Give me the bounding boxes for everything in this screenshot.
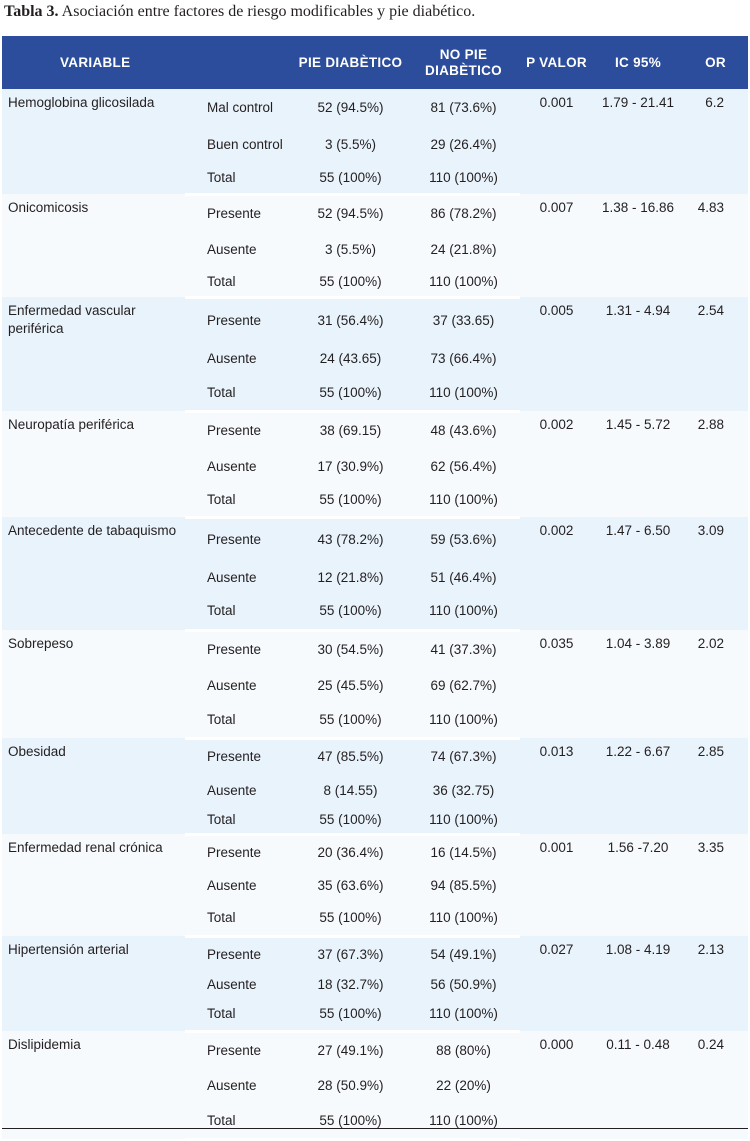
p-valor-cell: 0.001 <box>520 89 593 194</box>
no-pie-diabetico-cell: 24 (21.8%) <box>407 232 520 267</box>
table-row <box>2 517 748 561</box>
caption-label: Tabla 3. <box>4 3 59 20</box>
category-cell: Ausente <box>185 668 294 703</box>
pie-diabetico-cell: 28 (50.9%) <box>294 1068 407 1103</box>
ic95-cell: 0.11 - 0.48 <box>593 1031 683 1139</box>
pie-diabetico-cell: 55 (100%) <box>294 806 407 834</box>
ic95-cell: 1.08 - 4.19 <box>593 936 683 1031</box>
table-body <box>2 89 748 1139</box>
pie-diabetico-cell: 38 (69.15) <box>294 411 407 449</box>
no-pie-diabetico-cell: 110 (100%) <box>407 375 520 411</box>
table-row <box>2 630 748 668</box>
ic95-cell: 1.22 - 6.67 <box>593 738 683 834</box>
pie-diabetico-cell: 35 (63.6%) <box>294 870 407 900</box>
p-valor-cell: 0.027 <box>520 936 593 1031</box>
or-cell: 3.35 <box>683 834 748 936</box>
variable-name: Obesidad <box>2 738 185 834</box>
or-cell: 4.83 <box>683 194 748 297</box>
category-cell: Mal control <box>185 89 294 126</box>
pie-diabetico-cell: 43 (78.2%) <box>294 517 407 561</box>
variable-name: Onicomicosis <box>2 194 185 297</box>
pie-diabetico-cell: 3 (5.5%) <box>294 232 407 267</box>
pie-diabetico-cell: 52 (94.5%) <box>294 89 407 126</box>
risk-factor-table <box>2 36 748 1141</box>
no-pie-diabetico-cell: 110 (100%) <box>407 998 520 1031</box>
ic95-cell: 1.31 - 4.94 <box>593 297 683 411</box>
table-header-row <box>2 36 748 89</box>
header-ic95: IC 95% <box>593 36 683 89</box>
no-pie-diabetico-cell: 54 (49.1%) <box>407 936 520 971</box>
ic95-cell: 1.47 - 6.50 <box>593 517 683 630</box>
no-pie-diabetico-cell: 36 (32.75) <box>407 774 520 806</box>
variable-name: Sobrepeso <box>2 630 185 738</box>
pie-diabetico-cell: 27 (49.1%) <box>294 1031 407 1068</box>
p-valor-cell: 0.013 <box>520 738 593 834</box>
pie-diabetico-cell: 52 (94.5%) <box>294 194 407 232</box>
category-cell: Total <box>185 703 294 738</box>
category-cell: Ausente <box>185 774 294 806</box>
no-pie-diabetico-cell: 94 (85.5%) <box>407 870 520 900</box>
pie-diabetico-cell: 24 (43.65) <box>294 342 407 375</box>
category-cell: Total <box>185 484 294 517</box>
p-valor-cell: 0.002 <box>520 411 593 517</box>
ic95-cell: 1.79 - 21.41 <box>593 89 683 194</box>
category-cell: Presente <box>185 1031 294 1068</box>
category-cell: Presente <box>185 194 294 232</box>
or-cell: 3.09 <box>683 517 748 630</box>
no-pie-diabetico-cell: 110 (100%) <box>407 806 520 834</box>
pie-diabetico-cell: 55 (100%) <box>294 998 407 1031</box>
or-cell: 2.54 <box>683 297 748 411</box>
category-cell: Ausente <box>185 342 294 375</box>
variable-name: Antecedente de tabaquismo <box>2 517 185 630</box>
pie-diabetico-cell: 55 (100%) <box>294 267 407 297</box>
no-pie-diabetico-cell: 110 (100%) <box>407 593 520 630</box>
table-row <box>2 411 748 449</box>
no-pie-diabetico-cell: 51 (46.4%) <box>407 561 520 593</box>
or-cell: 6.2 <box>683 89 748 194</box>
pie-diabetico-cell: 55 (100%) <box>294 484 407 517</box>
ic95-cell: 1.04 - 3.89 <box>593 630 683 738</box>
category-cell: Ausente <box>185 870 294 900</box>
no-pie-diabetico-cell: 74 (67.3%) <box>407 738 520 774</box>
caption-text: Asociación entre factores de riesgo modificables y pie diabético. <box>58 3 476 20</box>
category-cell: Presente <box>185 517 294 561</box>
header-or: OR <box>683 36 748 89</box>
no-pie-diabetico-cell: 81 (73.6%) <box>407 89 520 126</box>
or-cell: 2.02 <box>683 630 748 738</box>
pie-diabetico-cell: 55 (100%) <box>294 1103 407 1139</box>
category-cell: Ausente <box>185 449 294 484</box>
header-pie-diabetico: PIE DIABÈTICO <box>294 36 407 89</box>
pie-diabetico-cell: 18 (32.7%) <box>294 971 407 998</box>
p-valor-cell: 0.007 <box>520 194 593 297</box>
pie-diabetico-cell: 55 (100%) <box>294 375 407 411</box>
category-cell: Ausente <box>185 232 294 267</box>
ic95-cell: 1.56 -7.20 <box>593 834 683 936</box>
pie-diabetico-cell: 25 (45.5%) <box>294 668 407 703</box>
or-cell: 2.88 <box>683 411 748 517</box>
no-pie-diabetico-cell: 16 (14.5%) <box>407 834 520 870</box>
pie-diabetico-cell: 55 (100%) <box>294 703 407 738</box>
no-pie-diabetico-cell: 48 (43.6%) <box>407 411 520 449</box>
table-row <box>2 834 748 870</box>
no-pie-diabetico-cell: 62 (56.4%) <box>407 449 520 484</box>
table-row <box>2 194 748 232</box>
no-pie-diabetico-cell: 37 (33.65) <box>407 297 520 342</box>
header-no-pie-diabetico: NO PIE DIABÈTICO <box>407 36 520 89</box>
table-row <box>2 936 748 971</box>
category-cell: Presente <box>185 936 294 971</box>
p-valor-cell: 0.000 <box>520 1031 593 1139</box>
no-pie-diabetico-cell: 110 (100%) <box>407 703 520 738</box>
table-row <box>2 297 748 342</box>
category-cell: Ausente <box>185 1068 294 1103</box>
pie-diabetico-cell: 55 (100%) <box>294 593 407 630</box>
variable-name: Dislipidemia <box>2 1031 185 1139</box>
ic95-cell: 1.38 - 16.86 <box>593 194 683 297</box>
pie-diabetico-cell: 8 (14.55) <box>294 774 407 806</box>
ic95-cell: 1.45 - 5.72 <box>593 411 683 517</box>
pie-diabetico-cell: 30 (54.5%) <box>294 630 407 668</box>
pie-diabetico-cell: 55 (100%) <box>294 163 407 194</box>
or-cell: 2.13 <box>683 936 748 1031</box>
table-row <box>2 1031 748 1068</box>
category-cell: Total <box>185 593 294 630</box>
category-cell: Total <box>185 1103 294 1139</box>
pie-diabetico-cell: 37 (67.3%) <box>294 936 407 971</box>
category-cell: Total <box>185 806 294 834</box>
category-cell: Total <box>185 163 294 194</box>
no-pie-diabetico-cell: 22 (20%) <box>407 1068 520 1103</box>
no-pie-diabetico-cell: 41 (37.3%) <box>407 630 520 668</box>
no-pie-diabetico-cell: 73 (66.4%) <box>407 342 520 375</box>
header-variable: VARIABLE <box>2 36 294 89</box>
or-cell: 0.24 <box>683 1031 748 1139</box>
no-pie-diabetico-cell: 110 (100%) <box>407 484 520 517</box>
category-cell: Total <box>185 998 294 1031</box>
pie-diabetico-cell: 20 (36.4%) <box>294 834 407 870</box>
category-cell: Total <box>185 267 294 297</box>
or-cell: 2.85 <box>683 738 748 834</box>
table-row <box>2 89 748 126</box>
category-cell: Presente <box>185 738 294 774</box>
header-p-valor: P VALOR <box>520 36 593 89</box>
p-valor-cell: 0.005 <box>520 297 593 411</box>
category-cell: Presente <box>185 834 294 870</box>
variable-name: Hipertensión arterial <box>2 936 185 1031</box>
table-row <box>2 738 748 774</box>
category-cell: Total <box>185 375 294 411</box>
p-valor-cell: 0.035 <box>520 630 593 738</box>
no-pie-diabetico-cell: 69 (62.7%) <box>407 668 520 703</box>
category-cell: Ausente <box>185 971 294 998</box>
pie-diabetico-cell: 12 (21.8%) <box>294 561 407 593</box>
category-cell: Presente <box>185 630 294 668</box>
pie-diabetico-cell: 17 (30.9%) <box>294 449 407 484</box>
variable-name: Neuropatía periférica <box>2 411 185 517</box>
no-pie-diabetico-cell: 29 (26.4%) <box>407 126 520 163</box>
pie-diabetico-cell: 47 (85.5%) <box>294 738 407 774</box>
no-pie-diabetico-cell: 56 (50.9%) <box>407 971 520 998</box>
category-cell: Ausente <box>185 561 294 593</box>
pie-diabetico-cell: 31 (56.4%) <box>294 297 407 342</box>
no-pie-diabetico-cell: 86 (78.2%) <box>407 194 520 232</box>
pie-diabetico-cell: 3 (5.5%) <box>294 126 407 163</box>
table-bottom-rule <box>2 1128 748 1129</box>
variable-name: Enfermedad vascular periférica <box>2 297 185 411</box>
table-caption <box>4 3 475 21</box>
category-cell: Buen control <box>185 126 294 163</box>
no-pie-diabetico-cell: 110 (100%) <box>407 900 520 936</box>
no-pie-diabetico-cell: 110 (100%) <box>407 1103 520 1139</box>
p-valor-cell: 0.001 <box>520 834 593 936</box>
no-pie-diabetico-cell: 59 (53.6%) <box>407 517 520 561</box>
category-cell: Presente <box>185 297 294 342</box>
category-cell: Total <box>185 900 294 936</box>
variable-name: Enfermedad renal crónica <box>2 834 185 936</box>
p-valor-cell: 0.002 <box>520 517 593 630</box>
category-cell: Presente <box>185 411 294 449</box>
pie-diabetico-cell: 55 (100%) <box>294 900 407 936</box>
no-pie-diabetico-cell: 88 (80%) <box>407 1031 520 1068</box>
no-pie-diabetico-cell: 110 (100%) <box>407 267 520 297</box>
variable-name: Hemoglobina glicosilada <box>2 89 185 194</box>
no-pie-diabetico-cell: 110 (100%) <box>407 163 520 194</box>
